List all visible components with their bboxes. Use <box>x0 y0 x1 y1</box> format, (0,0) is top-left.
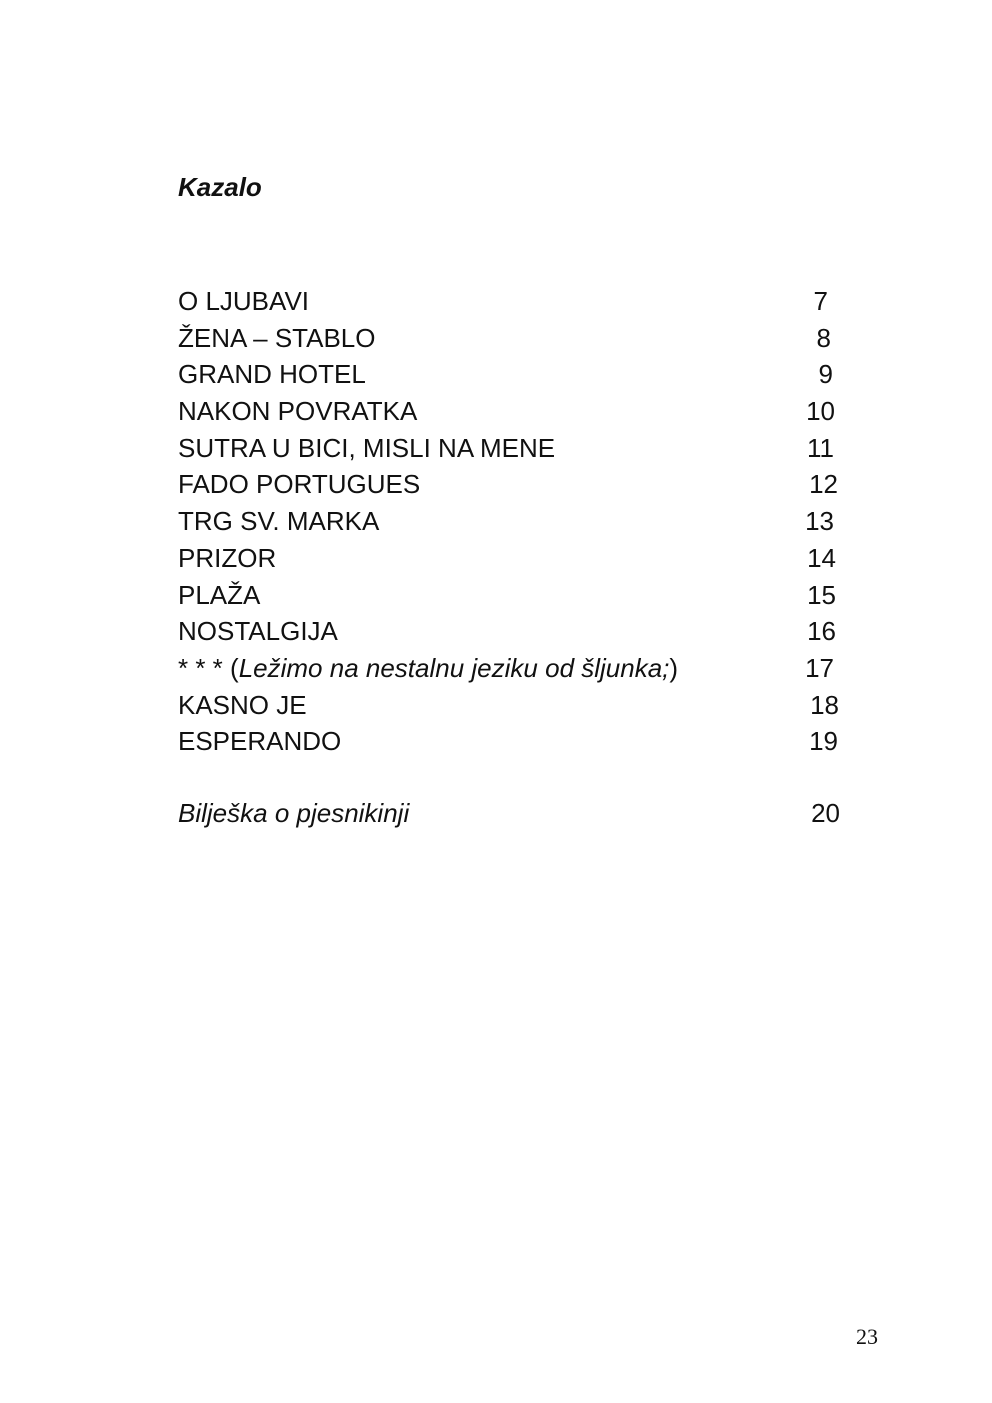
toc-entry-nostalgija <box>178 613 840 650</box>
toc-entry-page: 8 <box>816 322 831 353</box>
toc-entry-title: O LJUBAVI <box>178 286 310 316</box>
toc-entry-grand-hotel <box>178 356 840 393</box>
toc-entry-title: ŽENA – STABLO <box>178 322 376 353</box>
toc-entry-italic-title: Ležimo na nestalnu jeziku od šljunka; <box>238 652 670 683</box>
toc-entry-title: SUTRA U BICI, MISLI NA MENE <box>178 432 556 463</box>
toc-entry-close-paren: ) <box>669 652 679 683</box>
toc-entry-plaza <box>178 577 840 614</box>
toc-entry-title: NAKON POVRATKA <box>178 396 418 427</box>
toc-entry-title: GRAND HOTEL <box>178 359 366 390</box>
table-of-contents <box>178 283 840 760</box>
toc-entry-nakon-povratka <box>178 393 840 430</box>
toc-entry-kasno-je <box>178 687 840 724</box>
toc-entry-lezimo <box>178 650 840 687</box>
toc-entry-page: 17 <box>805 652 834 683</box>
toc-entry-title: TRG SV. MARKA <box>178 506 380 537</box>
toc-entry-open-paren: ( <box>230 652 239 683</box>
toc-entry-title: NOSTALGIJA <box>178 616 338 647</box>
page-title: Kazalo <box>178 172 262 202</box>
toc-entry-page: 10 <box>806 396 835 427</box>
toc-entry-page: 15 <box>807 579 836 610</box>
toc-entry-title: KASNO JE <box>178 689 307 720</box>
toc-entry-title: PLAŽA <box>178 579 261 610</box>
toc-entry-page: 12 <box>809 469 838 500</box>
toc-entry-title: FADO PORTUGUES <box>178 469 421 500</box>
toc-entry-esperando <box>178 723 840 760</box>
toc-entry-biljeska <box>178 795 840 832</box>
toc-entry-page: 14 <box>807 542 836 573</box>
toc-entry-title: ESPERANDO <box>178 726 342 757</box>
toc-entry-page: 11 <box>807 432 834 463</box>
toc-entry-prizor <box>178 540 840 577</box>
toc-entry-title: PRIZOR <box>178 542 277 573</box>
toc-entry-page: 13 <box>805 506 834 537</box>
toc-entry-page: 7 <box>813 286 828 316</box>
toc-entry-prefix: * * * <box>178 652 231 683</box>
toc-entry-page: 18 <box>810 689 839 720</box>
toc-entry-fado-portugues <box>178 466 840 503</box>
page-number: 23 <box>856 1324 878 1349</box>
toc-entry-title: Bilješka o pjesnikinji <box>178 798 410 828</box>
toc-entry-page: 9 <box>818 359 833 390</box>
toc-entry-o-ljubavi <box>178 283 840 320</box>
toc-entry-zena-stablo <box>178 320 840 357</box>
toc-entry-trg-sv-marka <box>178 503 840 540</box>
toc-entry-page: 20 <box>811 798 840 828</box>
toc-entry-title <box>178 650 678 687</box>
toc-entry-page: 16 <box>807 616 836 647</box>
toc-entry-sutra-u-bici <box>178 430 840 467</box>
toc-entry-page: 19 <box>809 726 838 757</box>
